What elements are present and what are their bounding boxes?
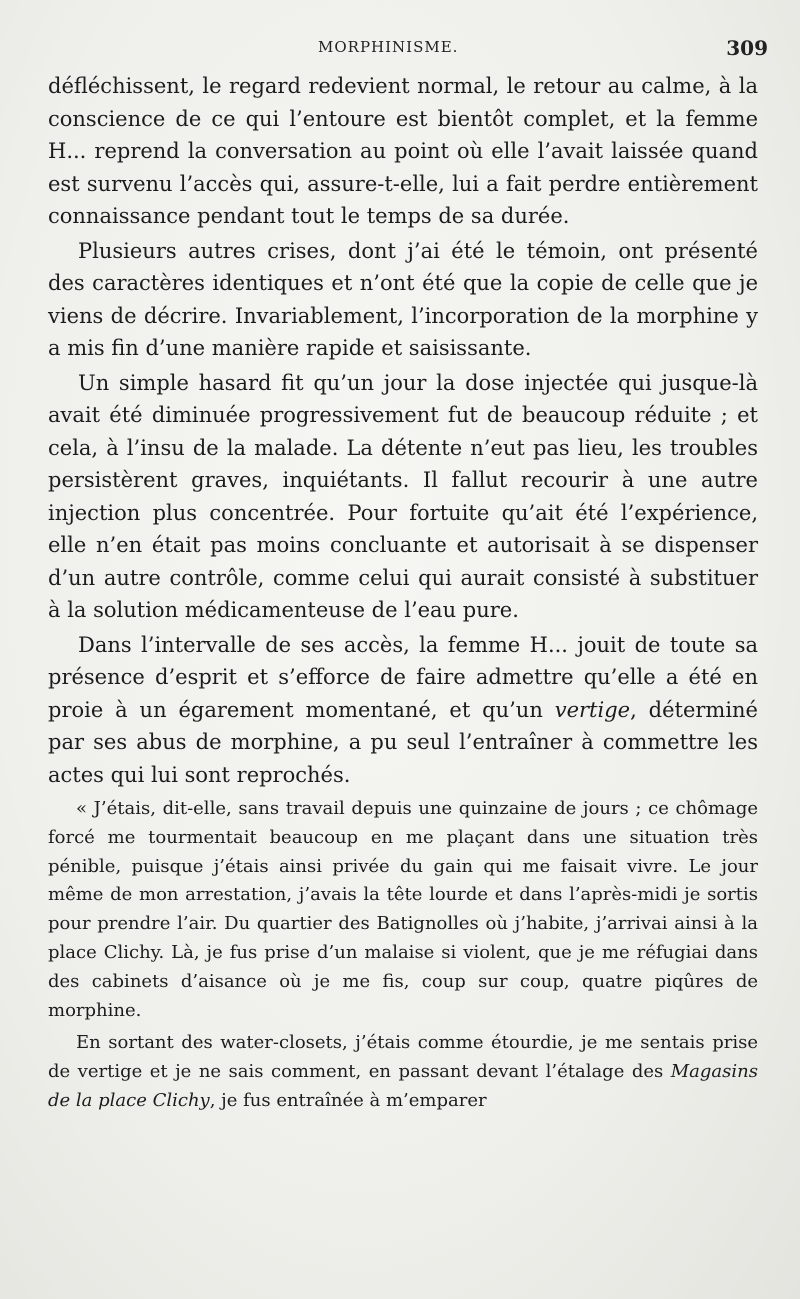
quote-2-text-a: En sortant des water-closets, j’étais comme étourdie, je me sentais prise de vertige et je ne sais comment, en passant devant l’étalage des: [48, 1032, 758, 1083]
paragraph-1-text: défléchissent, le regard redevient normal, le retour au calme, à la conscience de ce qui l’entoure est bientôt complet, et la femme H... reprend la conversation au point où elle l’avait laissée quand est survenu l’accès qui, assure-t-elle, lui a fait perdre entièrement connaissance pendant tout le temps de sa durée.: [48, 74, 758, 228]
body-text: [48, 70, 758, 1116]
quote-2: [48, 1029, 758, 1115]
paragraph-1: [48, 70, 758, 233]
paragraph-4-text-a: Dans l’intervalle de ses accès, la femme H... jouit de toute sa présence d’esprit et s’efforce de faire admettre qu’elle a été en proie à un égarement momentané, et qu’un: [48, 632, 758, 722]
paragraph-3: [48, 367, 758, 627]
page-number: 309: [726, 36, 768, 60]
paragraph-4-italic-vertige: vertige: [554, 697, 631, 722]
paragraph-4: [48, 629, 758, 792]
paragraph-2-text: Plusieurs autres crises, dont j’ai été le témoin, ont présenté des caractères identiques et n’ont été que la copie de celle que je viens de décrire. Invariablement, l’incorporation de la morphine y a mis fin d’une manière rapide et saisissante.: [48, 238, 758, 360]
quote-1: [48, 795, 758, 1025]
paragraph-3-text: Un simple hasard fit qu’un jour la dose injectée qui jusque-là avait été diminuée progressivement fut de beaucoup réduite ; et cela, à l’insu de la malade. La détente n’eut pas lieu, les troubles persistèrent graves, inquiétants. Il fallut recourir à une autre injection plus concentrée. Pour fortuite qu’ait été l’expérience, elle n’en était pas moins concluante et autorisait à se dispenser d’un autre contrôle, comme celui qui aurait consisté à substituer à la solution médicamenteuse de l’eau pure.: [48, 370, 758, 622]
quote-2-italic-store-name: Magasins de la place Clichy: [48, 1061, 758, 1111]
running-title: MORPHINISME.: [318, 38, 459, 56]
quote-1-text: « J’étais, dit-elle, sans travail depuis une quinzaine de jours ; ce chômage forcé me tourmentait beaucoup en me plaçant dans une situation très pénible, puisque j’étais ainsi privée du gain qui me faisait vivre. Le jour même de mon arrestation, j’avais la tête lourde et dans l’après-midi je sortis pour prendre l’air. Du quartier des Batignolles où j’habite, j’arrivai ainsi à la place Clichy. Là, je fus prise d’un malaise si violent, que je me réfugiai dans des cabinets d’aisance où je me fis, coup sur coup, quatre piqûres de morphine.: [48, 798, 758, 1021]
paragraph-4-text-b: , déterminé par ses abus de morphine, a pu seul l’entraîner à commettre les actes qui lui sont reprochés.: [48, 697, 758, 787]
quote-2-text-b: , je fus entraînée à m’emparer: [209, 1089, 487, 1111]
page-header: [48, 36, 768, 66]
paragraph-2: [48, 235, 758, 365]
